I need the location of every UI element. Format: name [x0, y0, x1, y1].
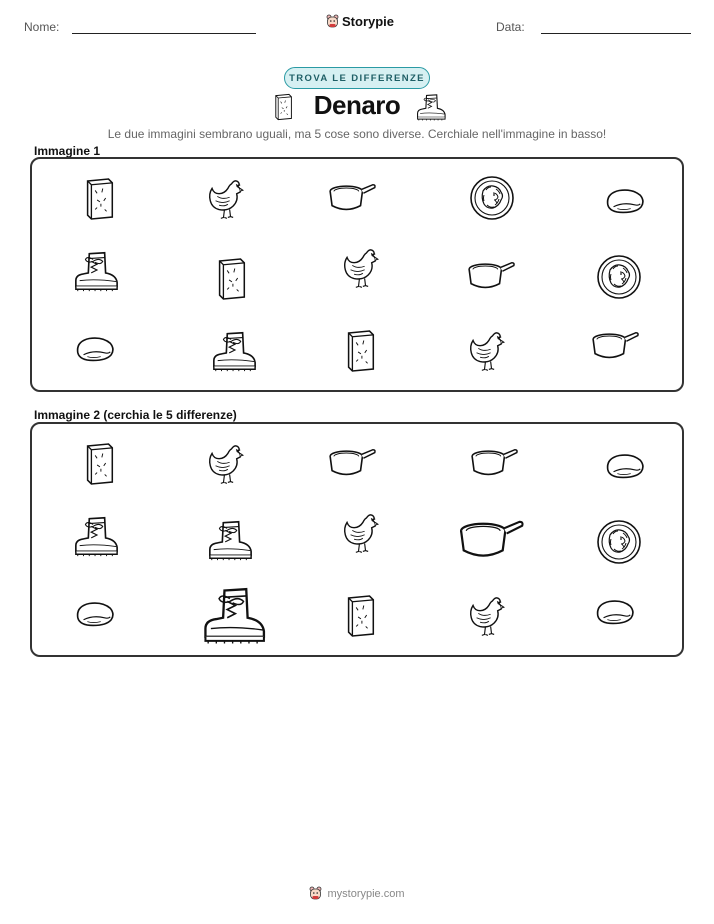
lion-coin-icon: [469, 175, 515, 221]
hen-icon[interactable]: [205, 441, 249, 487]
gold-bar-icon: [341, 327, 379, 375]
name-label: Nome:: [24, 20, 60, 34]
pot-icon: [590, 327, 640, 365]
pot-icon[interactable]: [469, 444, 519, 482]
pebble-icon[interactable]: [594, 596, 636, 628]
gold-bar-icon[interactable]: [80, 440, 118, 488]
gold-bar-icon: [212, 255, 250, 303]
hen-icon[interactable]: [340, 509, 384, 557]
picture-2-panel: [30, 422, 684, 657]
picture-1-panel: [30, 157, 684, 392]
footer-url: mystorypie.com: [327, 887, 405, 900]
hen-icon[interactable]: [466, 592, 510, 640]
hen-icon: [466, 327, 510, 375]
storypie-mascot-icon: [326, 14, 339, 29]
boot-icon: [72, 249, 120, 293]
pot-icon[interactable]: [327, 444, 377, 482]
boot-icon[interactable]: [72, 514, 120, 558]
footer: [0, 886, 714, 901]
find-differences-badge: TROVA LE DIFFERENZE: [284, 67, 430, 89]
boot-icon: [210, 329, 258, 373]
title-boot-icon: [415, 92, 447, 122]
lion-coin-icon[interactable]: [596, 519, 642, 565]
picture-1-label: Immagine 1: [34, 144, 101, 158]
pebble-icon[interactable]: [74, 598, 116, 630]
pebble-icon: [604, 185, 646, 217]
date-label: Data:: [496, 20, 525, 34]
large-pot-icon[interactable]: [456, 514, 526, 566]
hen-icon: [340, 244, 384, 292]
gold-bar-icon[interactable]: [341, 592, 379, 640]
gold-bar-icon: [80, 175, 118, 223]
name-write-line[interactable]: [72, 33, 256, 34]
picture-2-label: Immagine 2 (cerchia le 5 differenze): [34, 408, 237, 422]
instructions: Le due immagini sembrano uguali, ma 5 cose sono diverse. Cerchiale nell'immagine in basso!: [107, 127, 607, 141]
hen-icon: [205, 176, 249, 222]
boot-icon[interactable]: [206, 518, 254, 562]
date-write-line[interactable]: [541, 33, 691, 34]
pebble-icon: [74, 333, 116, 365]
pot-icon: [466, 257, 516, 295]
large-boot-icon[interactable]: [200, 584, 268, 646]
brand-name: Storypie: [342, 14, 395, 29]
pot-icon: [327, 179, 377, 217]
lion-coin-icon: [596, 254, 642, 300]
storypie-mascot-icon: [309, 886, 322, 901]
brand-logo: [326, 14, 394, 29]
pebble-icon[interactable]: [604, 450, 646, 482]
page-title: Denaro: [313, 90, 401, 120]
